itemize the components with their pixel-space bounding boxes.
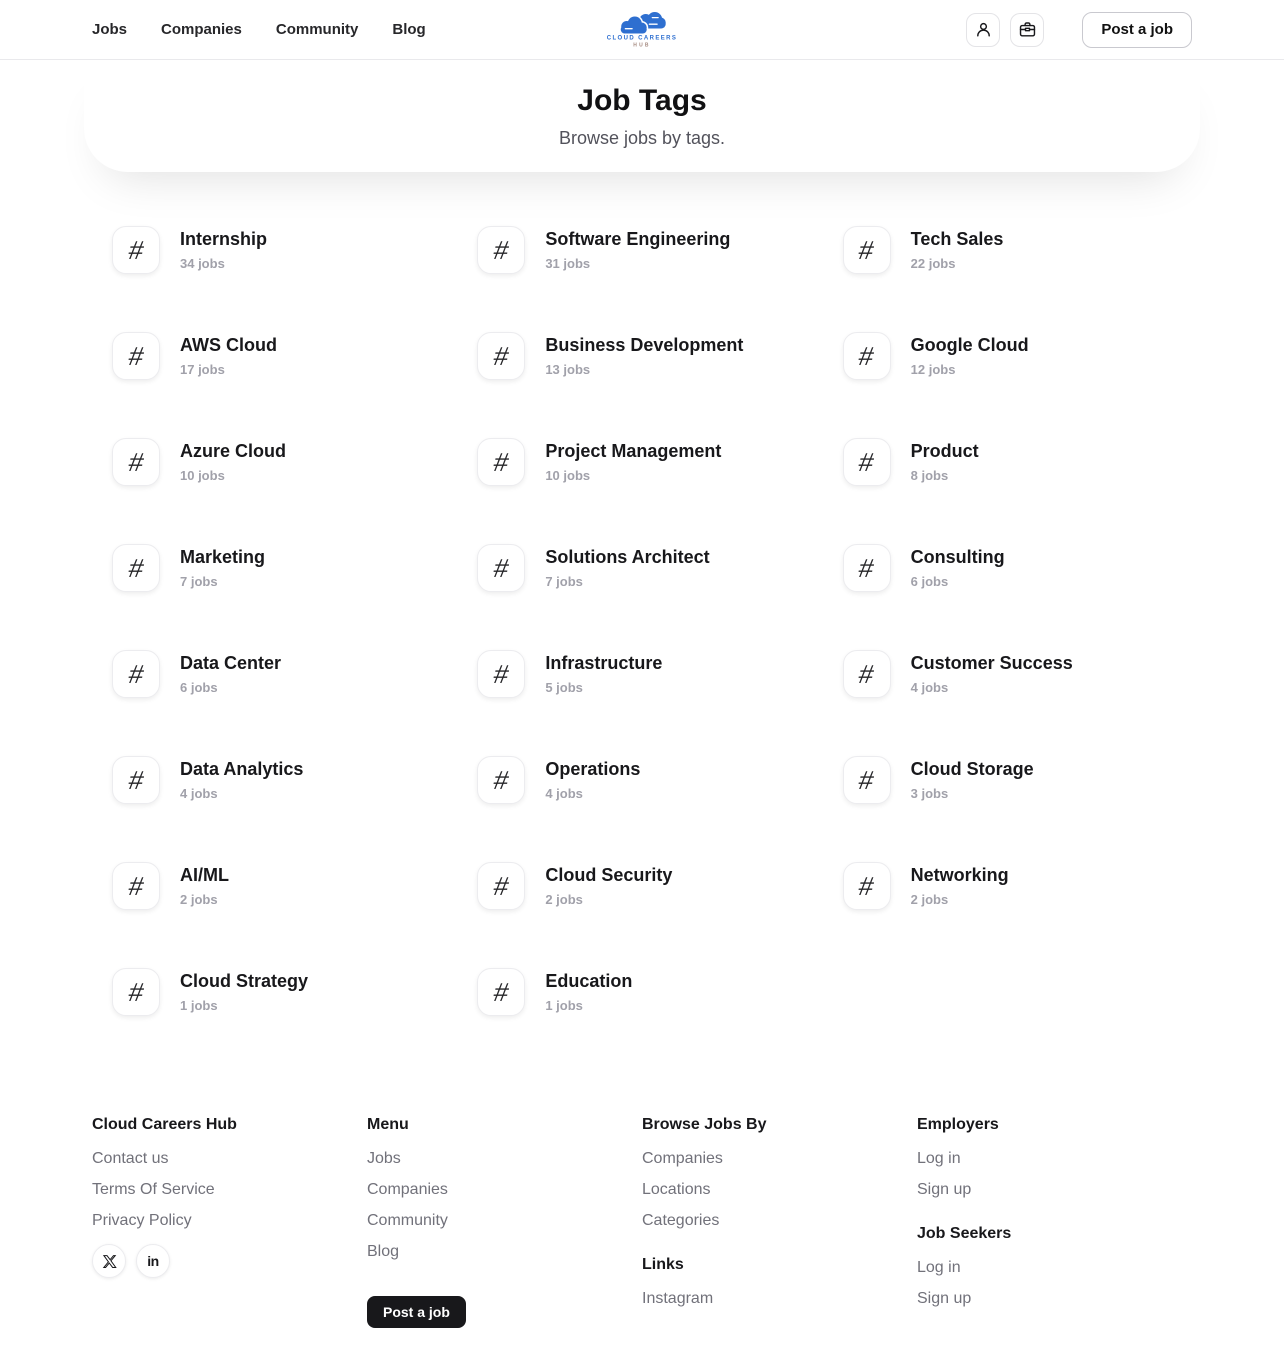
hash-icon: #	[477, 968, 525, 1016]
tag-name: Networking	[910, 865, 1009, 885]
header-actions	[966, 12, 1192, 48]
hash-icon: #	[112, 438, 160, 486]
main-nav	[92, 21, 426, 38]
tag-name: Operations	[545, 759, 641, 779]
nav-blog[interactable]: Blog	[392, 21, 426, 38]
footer-employers-login[interactable]: Log in	[917, 1150, 961, 1167]
footer-job-seekers-login[interactable]: Log in	[917, 1259, 961, 1276]
post-job-button[interactable]: Post a job	[1082, 12, 1192, 48]
page-subtitle: Browse jobs by tags.	[558, 127, 726, 148]
tag-name: Solutions Architect	[545, 547, 710, 567]
header	[0, 0, 1284, 60]
tag-name: Marketing	[180, 547, 266, 567]
tag-name: Customer Success	[910, 653, 1073, 673]
footer-col-accounts	[917, 1116, 1192, 1328]
tag-name: Consulting	[910, 547, 1005, 567]
footer-link-community[interactable]: Community	[367, 1212, 448, 1229]
tag-name: Software Engineering	[545, 229, 731, 249]
tag-job-count: 4 jobs	[180, 785, 218, 801]
logo-wordmark: CLOUD CAREERS	[606, 35, 678, 41]
tag-job-count: 6 jobs	[910, 573, 949, 589]
tag-job-count: 8 jobs	[910, 467, 949, 483]
x-social-button[interactable]	[92, 1244, 126, 1278]
hash-icon: #	[477, 438, 525, 486]
footer-link-browse-categories[interactable]: Categories	[642, 1212, 720, 1229]
tag-job-count: 10 jobs	[180, 467, 225, 483]
hash-icon: #	[477, 226, 525, 274]
tag-item[interactable]	[477, 332, 826, 380]
tag-job-count: 6 jobs	[180, 679, 218, 695]
logo[interactable]	[607, 11, 678, 48]
tag-name: Internship	[180, 229, 268, 249]
hash-icon: #	[843, 332, 891, 380]
tag-job-count: 4 jobs	[910, 679, 949, 695]
footer-col-browse	[642, 1116, 917, 1328]
tag-item[interactable]	[477, 544, 826, 592]
footer-link-jobs[interactable]: Jobs	[367, 1150, 401, 1167]
footer-menu-heading: Menu	[367, 1116, 409, 1133]
tag-item[interactable]	[843, 756, 1192, 804]
tag-name: Project Management	[545, 441, 722, 461]
tag-job-count: 7 jobs	[545, 573, 583, 589]
person-icon	[974, 20, 993, 39]
tag-job-count: 13 jobs	[545, 361, 591, 377]
tag-job-count: 1 jobs	[545, 997, 583, 1013]
tags-grid	[92, 226, 1192, 1016]
hash-icon: #	[112, 226, 160, 274]
footer-links-heading: Links	[642, 1256, 684, 1273]
tag-item[interactable]	[112, 438, 461, 486]
tag-job-count: 3 jobs	[910, 785, 949, 801]
tag-job-count: 5 jobs	[545, 679, 583, 695]
tag-name: Product	[910, 441, 979, 461]
tag-item[interactable]	[843, 862, 1192, 910]
hash-icon: #	[843, 438, 891, 486]
tag-name: AWS Cloud	[180, 335, 277, 355]
logo-sub-wordmark: HUB	[633, 42, 651, 48]
tag-item[interactable]	[477, 862, 826, 910]
tag-name: Data Analytics	[180, 759, 304, 779]
hash-icon: #	[112, 650, 160, 698]
tag-item[interactable]	[112, 862, 461, 910]
tag-name: Cloud Security	[545, 865, 673, 885]
hash-icon: #	[112, 332, 160, 380]
footer-link-privacy[interactable]: Privacy Policy	[92, 1212, 192, 1229]
tag-item[interactable]	[843, 650, 1192, 698]
hash-icon: #	[477, 862, 525, 910]
social-row	[92, 1244, 367, 1278]
tag-item[interactable]	[477, 438, 826, 486]
footer	[92, 1116, 1192, 1364]
tag-item[interactable]	[112, 226, 461, 274]
hash-icon: #	[477, 544, 525, 592]
tag-job-count: 10 jobs	[545, 467, 591, 483]
hero	[84, 60, 1200, 172]
footer-browse-heading: Browse Jobs By	[642, 1116, 767, 1133]
nav-jobs[interactable]: Jobs	[92, 21, 128, 38]
tag-name: Tech Sales	[910, 229, 1004, 249]
footer-link-blog[interactable]: Blog	[367, 1243, 400, 1260]
tag-job-count: 1 jobs	[180, 997, 218, 1013]
tag-job-count: 22 jobs	[910, 255, 956, 271]
employer-button[interactable]	[1010, 13, 1044, 47]
hash-icon: #	[843, 544, 891, 592]
tag-item[interactable]	[112, 332, 461, 380]
tag-name: Business Development	[545, 335, 744, 355]
tag-item[interactable]	[843, 544, 1192, 592]
tag-item[interactable]	[477, 968, 826, 1016]
tag-name: Infrastructure	[545, 653, 663, 673]
linkedin-social-button[interactable]	[136, 1244, 170, 1278]
footer-post-job-button[interactable]: Post a job	[367, 1296, 466, 1328]
tag-job-count: 4 jobs	[545, 785, 583, 801]
footer-link-companies[interactable]: Companies	[367, 1181, 448, 1198]
tag-item[interactable]	[477, 756, 826, 804]
tag-job-count: 2 jobs	[910, 891, 949, 907]
tag-name: Cloud Strategy	[180, 971, 309, 991]
page-title: Job Tags	[577, 83, 707, 117]
hash-icon: #	[477, 650, 525, 698]
tag-job-count: 12 jobs	[910, 361, 956, 377]
nav-companies[interactable]: Companies	[161, 21, 242, 38]
tag-job-count: 31 jobs	[545, 255, 591, 271]
footer-job-seekers-signup[interactable]: Sign up	[917, 1290, 972, 1307]
tag-job-count: 17 jobs	[180, 361, 225, 377]
tag-item[interactable]	[843, 332, 1192, 380]
footer-link-browse-companies[interactable]: Companies	[642, 1150, 723, 1167]
tag-name: Education	[545, 971, 633, 991]
tag-name: Data Center	[180, 653, 282, 673]
footer-link-terms[interactable]: Terms Of Service	[92, 1181, 215, 1198]
hash-icon: #	[843, 862, 891, 910]
account-button[interactable]	[966, 13, 1000, 47]
hash-icon: #	[112, 756, 160, 804]
tag-item[interactable]	[112, 544, 461, 592]
hash-icon: #	[112, 968, 160, 1016]
footer-employers-heading: Employers	[917, 1116, 999, 1133]
hash-icon: #	[843, 226, 891, 274]
footer-link-instagram[interactable]: Instagram	[642, 1290, 714, 1307]
footer-link-contact-us[interactable]: Contact us	[92, 1150, 169, 1167]
tag-job-count: 2 jobs	[180, 891, 218, 907]
footer-link-browse-locations[interactable]: Locations	[642, 1181, 711, 1198]
tag-item[interactable]	[843, 438, 1192, 486]
nav-community[interactable]: Community	[275, 21, 359, 38]
footer-job-seekers-heading: Job Seekers	[917, 1225, 1012, 1242]
footer-employers-signup[interactable]: Sign up	[917, 1181, 972, 1198]
linkedin-icon: in	[147, 1253, 159, 1269]
footer-col-menu	[367, 1116, 642, 1328]
tag-item[interactable]	[477, 226, 826, 274]
x-icon	[102, 1254, 117, 1269]
hash-icon: #	[843, 650, 891, 698]
hash-icon: #	[477, 332, 525, 380]
tag-item[interactable]	[112, 968, 461, 1016]
briefcase-icon	[1018, 20, 1037, 39]
tag-name: AI/ML	[180, 865, 229, 885]
hash-icon: #	[112, 544, 160, 592]
tag-job-count: 34 jobs	[180, 255, 225, 271]
footer-col-brand	[92, 1116, 367, 1328]
tag-name: Google Cloud	[910, 335, 1029, 355]
tag-item[interactable]	[477, 650, 826, 698]
tag-item[interactable]	[112, 650, 461, 698]
tag-name: Azure Cloud	[180, 441, 286, 461]
tag-item[interactable]	[843, 226, 1192, 274]
tag-item[interactable]	[112, 756, 461, 804]
hash-icon: #	[477, 756, 525, 804]
tag-name: Cloud Storage	[910, 759, 1034, 779]
footer-brand-heading: Cloud Careers Hub	[92, 1116, 237, 1133]
hash-icon: #	[112, 862, 160, 910]
tag-job-count: 7 jobs	[180, 573, 218, 589]
tag-job-count: 2 jobs	[545, 891, 583, 907]
logo-clouds-icon	[616, 11, 668, 37]
hash-icon: #	[843, 756, 891, 804]
